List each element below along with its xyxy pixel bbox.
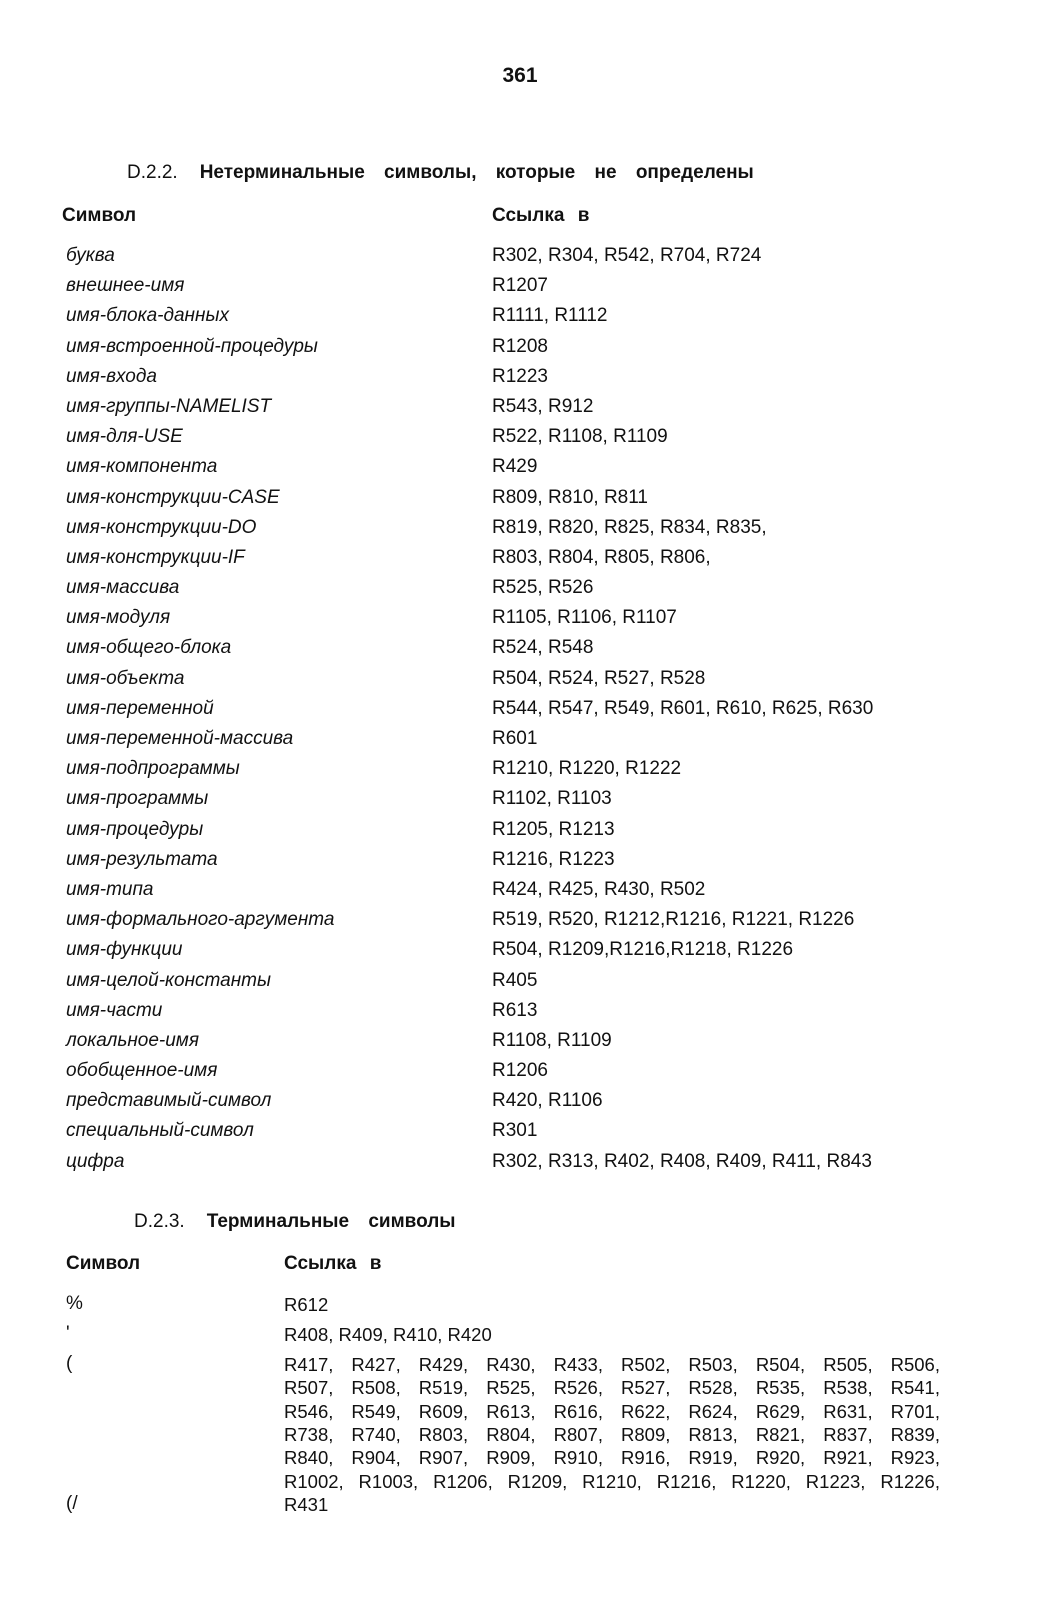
reference-list	[284, 1493, 940, 1516]
reference-list: R543, R912	[492, 395, 594, 417]
reference-list: R1111, R1112	[492, 305, 608, 327]
reference-line: R431	[284, 1494, 329, 1516]
d23-reference-header: Ссылка в	[284, 1253, 382, 1274]
table-row	[66, 1353, 940, 1493]
reference-list	[284, 1323, 940, 1346]
reference-list: R1105, R1106, R1107	[492, 607, 677, 629]
symbol-name: специальный-символ	[66, 1120, 254, 1142]
reference-list: R525, R526	[492, 577, 594, 599]
terminal-symbol: '	[66, 1322, 70, 1344]
reference-list: R302, R304, R542, R704, R724	[492, 245, 762, 266]
reference-list: R420, R1106	[492, 1090, 603, 1112]
reference-list: R601	[492, 728, 538, 749]
reference-list: R524, R548	[492, 637, 594, 659]
d22-symbol-header: Символ	[62, 205, 137, 226]
reference-list: R1210, R1220, R1222	[492, 758, 682, 780]
reference-list: R405	[492, 969, 538, 991]
reference-list: R1206	[492, 1060, 548, 1082]
symbol-name: имя-части	[66, 999, 163, 1021]
symbol-name: имя-целой-константы	[66, 969, 271, 991]
section-d23-title	[134, 1211, 456, 1233]
section-d23-heading: Терминальные символы	[206, 1211, 456, 1232]
reference-list: R504, R1209,R1216,R1218, R1226	[492, 939, 794, 961]
symbol-name: имя-подпрограммы	[66, 758, 240, 780]
reference-line: R612	[284, 1294, 329, 1315]
page-number: 361	[502, 64, 538, 87]
terminal-symbol: (	[66, 1352, 73, 1374]
reference-list: R301	[492, 1120, 538, 1142]
terminal-symbol: (/	[66, 1493, 78, 1515]
reference-list: R544, R547, R549, R601, R610, R625, R630	[492, 697, 874, 719]
reference-line: R840, R904, R907, R909, R910, R916, R919, R920, R921, R923,	[284, 1447, 940, 1469]
symbol-name: имя-конструкции-CASE	[66, 486, 280, 508]
symbol-name: имя-конструкции-IF	[66, 546, 245, 568]
reference-list: R803, R804, R805, R806,	[492, 546, 711, 568]
symbol-name: локальное-имя	[66, 1029, 199, 1051]
reference-list: R504, R524, R527, R528	[492, 667, 706, 689]
d23-symbol-header: Символ	[66, 1253, 141, 1274]
symbol-name: имя-массива	[66, 577, 180, 599]
symbol-name: имя-процедуры	[66, 818, 204, 840]
symbol-name: цифра	[66, 1150, 125, 1172]
reference-list: R519, R520, R1212,R1216, R1221, R1226	[492, 909, 855, 931]
d22-reference-header: Ссылка в	[492, 205, 590, 226]
symbol-name: внешнее-имя	[66, 275, 185, 297]
reference-line: R738, R740, R803, R804, R807, R809, R813, R821, R837, R839,	[284, 1424, 940, 1446]
symbol-name: имя-формального-аргумента	[66, 909, 335, 931]
reference-list: R1208	[492, 335, 548, 357]
terminal-symbol: %	[66, 1293, 83, 1314]
symbol-name: имя-группы-NAMELIST	[66, 395, 272, 417]
reference-list: R522, R1108, R1109	[492, 426, 668, 448]
reference-list: R1108, R1109	[492, 1029, 612, 1051]
symbol-name: имя-компонента	[66, 456, 218, 478]
symbol-name: буква	[66, 245, 115, 266]
reference-line: R507, R508, R519, R525, R526, R527, R528, R535, R538, R541,	[284, 1377, 940, 1399]
symbol-name: имя-для-USE	[66, 426, 183, 448]
reference-list: R1205, R1213	[492, 818, 615, 840]
symbol-name: имя-результата	[66, 848, 218, 870]
table-row	[66, 1493, 940, 1516]
symbol-name: имя-встроенной-процедуры	[66, 335, 318, 357]
reference-list: R424, R425, R430, R502	[492, 878, 706, 900]
reference-line: R417, R427, R429, R430, R433, R502, R503, R504, R505, R506,	[284, 1353, 940, 1375]
section-d22-number: D.2.2.	[127, 162, 178, 183]
reference-list	[284, 1353, 940, 1493]
symbol-name: имя-модуля	[66, 607, 171, 629]
symbol-name: имя-объекта	[66, 667, 185, 689]
symbol-name: представимый-символ	[66, 1090, 272, 1112]
reference-line: R1002, R1003, R1206, R1209, R1210, R1216, R1220, R1223, R1226,	[284, 1470, 940, 1492]
reference-list	[284, 1293, 940, 1316]
terminal-symbols-table	[66, 1293, 940, 1523]
reference-list: R613	[492, 999, 538, 1021]
reference-list: R302, R313, R402, R408, R409, R411, R843	[492, 1150, 872, 1172]
section-d22-title	[127, 162, 754, 184]
reference-line: R546, R549, R609, R613, R616, R622, R624, R629, R631, R701,	[284, 1400, 940, 1422]
reference-list: R429	[492, 456, 538, 478]
table-row	[66, 1293, 940, 1316]
reference-list: R1102, R1103	[492, 788, 612, 810]
reference-list: R1223	[492, 365, 548, 387]
reference-list: R819, R820, R825, R834, R835,	[492, 516, 767, 538]
reference-list: R809, R810, R811	[492, 486, 648, 508]
symbol-name: обобщенное-имя	[66, 1060, 218, 1082]
symbol-name: имя-функции	[66, 939, 183, 961]
symbol-name: имя-общего-блока	[66, 637, 232, 659]
symbol-name: имя-переменной	[66, 697, 214, 719]
reference-line: R408, R409, R410, R420	[284, 1323, 492, 1345]
symbol-name: имя-конструкции-DO	[66, 516, 257, 538]
section-d22-heading: Нетерминальные символы, которые не определены	[199, 162, 754, 183]
reference-list: R1207	[492, 275, 548, 297]
symbol-name: имя-входа	[66, 365, 157, 387]
symbol-name: имя-программы	[66, 788, 209, 810]
symbol-name: имя-типа	[66, 878, 154, 900]
symbol-name: имя-блока-данных	[66, 305, 229, 327]
symbol-name: имя-переменной-массива	[66, 728, 294, 749]
section-d23-number: D.2.3.	[134, 1211, 185, 1232]
table-row	[66, 1323, 940, 1346]
reference-list: R1216, R1223	[492, 848, 615, 870]
